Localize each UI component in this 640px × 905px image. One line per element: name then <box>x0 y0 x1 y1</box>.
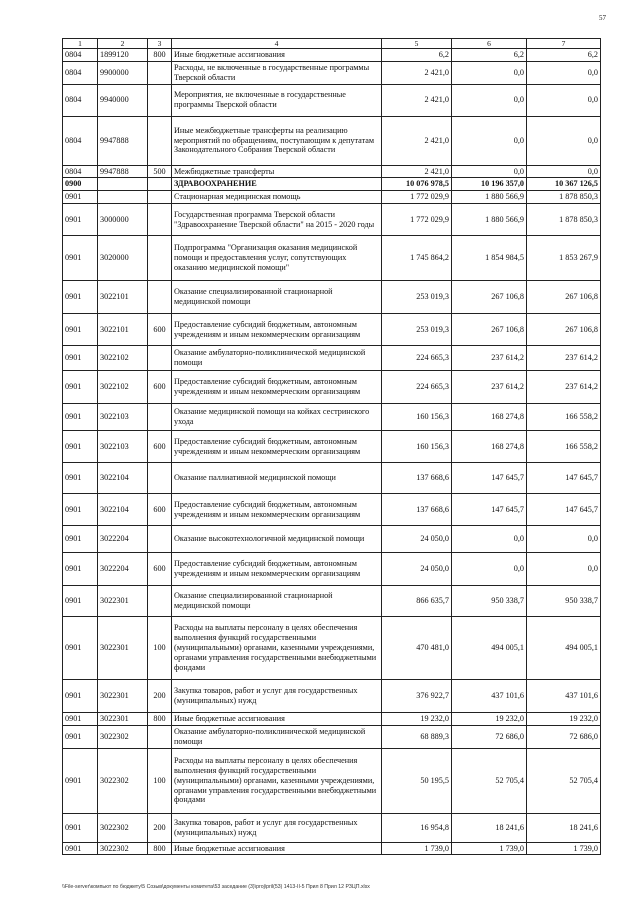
amount-2015-cell: 1 739,0 <box>382 842 452 855</box>
target-code-cell: 3022301 <box>98 713 148 726</box>
header-cell: 5 <box>382 39 452 49</box>
header-cell: 4 <box>172 39 382 49</box>
target-code-cell: 3022302 <box>98 748 148 813</box>
expense-type-cell <box>148 84 172 116</box>
section-code-cell: 0901 <box>63 191 98 204</box>
target-code-cell: 3022103 <box>98 431 148 463</box>
amount-2015-cell: 137 668,6 <box>382 463 452 494</box>
amount-2017-cell: 1 853 267,9 <box>527 236 601 281</box>
table-row <box>63 314 601 346</box>
target-code-cell: 3022302 <box>98 725 148 748</box>
amount-2017-cell: 1 739,0 <box>527 842 601 855</box>
section-code-cell: 0901 <box>63 586 98 617</box>
table-row <box>63 178 601 191</box>
target-code-cell: 3022102 <box>98 346 148 371</box>
table-row <box>63 553 601 586</box>
amount-2015-cell: 470 481,0 <box>382 617 452 680</box>
amount-2015-cell: 224 665,3 <box>382 371 452 404</box>
header-cell: 1 <box>63 39 98 49</box>
amount-2015-cell: 137 668,6 <box>382 494 452 526</box>
amount-2017-cell: 267 106,8 <box>527 314 601 346</box>
amount-2016-cell: 494 005,1 <box>452 617 527 680</box>
expense-type-cell: 600 <box>148 553 172 586</box>
table-row <box>63 680 601 713</box>
description-cell: Предоставление субсидий бюджетным, автономным учреждениям и иным некоммерческим организациям <box>172 431 382 463</box>
table-row <box>63 49 601 62</box>
target-code-cell: 3022204 <box>98 526 148 553</box>
description-cell: Иные бюджетные ассигнования <box>172 842 382 855</box>
target-code-cell: 3022104 <box>98 494 148 526</box>
target-code-cell: 3022104 <box>98 463 148 494</box>
amount-2016-cell: 168 274,8 <box>452 404 527 431</box>
amount-2016-cell: 0,0 <box>452 116 527 165</box>
amount-2017-cell: 72 686,0 <box>527 725 601 748</box>
description-cell: Оказание медицинской помощи на койках сестринского ухода <box>172 404 382 431</box>
target-code-cell: 9940000 <box>98 84 148 116</box>
section-code-cell: 0804 <box>63 84 98 116</box>
amount-2016-cell: 0,0 <box>452 84 527 116</box>
section-code-cell: 0901 <box>63 314 98 346</box>
description-cell: ЗДРАВООХРАНЕНИЕ <box>172 178 382 191</box>
expense-type-cell <box>148 236 172 281</box>
section-code-cell: 0901 <box>63 680 98 713</box>
amount-2017-cell: 166 558,2 <box>527 431 601 463</box>
section-code-cell: 0901 <box>63 281 98 314</box>
amount-2015-cell: 1 745 864,2 <box>382 236 452 281</box>
expense-type-cell: 600 <box>148 371 172 404</box>
expense-type-cell: 600 <box>148 494 172 526</box>
amount-2016-cell: 0,0 <box>452 61 527 84</box>
amount-2017-cell: 237 614,2 <box>527 346 601 371</box>
description-cell: Оказание амбулаторно-поликлинической медицинской помощи <box>172 346 382 371</box>
description-cell: Подпрограмма "Организация оказания медицинской помощи и предоставления услуг, сопутствующих оказанию медицинской помощи" <box>172 236 382 281</box>
expense-type-cell <box>148 204 172 236</box>
amount-2017-cell: 267 106,8 <box>527 281 601 314</box>
target-code-cell: 3020000 <box>98 236 148 281</box>
expense-type-cell: 100 <box>148 748 172 813</box>
target-code-cell: 3022204 <box>98 553 148 586</box>
amount-2015-cell: 160 156,3 <box>382 404 452 431</box>
expense-type-cell <box>148 586 172 617</box>
table-row <box>63 61 601 84</box>
table-row <box>63 586 601 617</box>
amount-2015-cell: 253 019,3 <box>382 314 452 346</box>
table-row <box>63 236 601 281</box>
file-path-footer: \\File-server\компьют по бюджету\5 Созыв\документы комитета\53 заседание (3)\proj\pril(53) 1413-II-5 Прил 8 Прил 12 РЗЦП.xlsx <box>62 884 370 890</box>
section-code-cell: 0901 <box>63 842 98 855</box>
amount-2016-cell: 267 106,8 <box>452 281 527 314</box>
amount-2017-cell: 437 101,6 <box>527 680 601 713</box>
description-cell: Мероприятия, не включенные в государственные программы Тверской области <box>172 84 382 116</box>
section-code-cell: 0901 <box>63 617 98 680</box>
amount-2015-cell: 2 421,0 <box>382 61 452 84</box>
amount-2016-cell: 6,2 <box>452 49 527 62</box>
amount-2017-cell: 0,0 <box>527 116 601 165</box>
amount-2017-cell: 147 645,7 <box>527 463 601 494</box>
amount-2015-cell: 10 076 978,5 <box>382 178 452 191</box>
expense-type-cell: 800 <box>148 49 172 62</box>
expense-type-cell <box>148 191 172 204</box>
description-cell: Иные бюджетные ассигнования <box>172 713 382 726</box>
section-code-cell: 0901 <box>63 236 98 281</box>
amount-2016-cell: 0,0 <box>452 165 527 178</box>
section-code-cell: 0900 <box>63 178 98 191</box>
amount-2016-cell: 147 645,7 <box>452 494 527 526</box>
amount-2015-cell: 2 421,0 <box>382 84 452 116</box>
amount-2016-cell: 437 101,6 <box>452 680 527 713</box>
table-row <box>63 526 601 553</box>
amount-2017-cell: 950 338,7 <box>527 586 601 617</box>
table-row <box>63 494 601 526</box>
expense-type-cell <box>148 61 172 84</box>
amount-2016-cell: 1 854 984,5 <box>452 236 527 281</box>
section-code-cell: 0804 <box>63 165 98 178</box>
header-cell: 3 <box>148 39 172 49</box>
table-row <box>63 813 601 842</box>
amount-2015-cell: 68 889,3 <box>382 725 452 748</box>
expense-type-cell <box>148 463 172 494</box>
expense-type-cell: 600 <box>148 431 172 463</box>
table-header-row <box>63 39 601 49</box>
table-row <box>63 84 601 116</box>
target-code-cell <box>98 191 148 204</box>
budget-table <box>62 38 601 855</box>
target-code-cell: 3022101 <box>98 314 148 346</box>
expense-type-cell <box>148 526 172 553</box>
target-code-cell: 9900000 <box>98 61 148 84</box>
section-code-cell: 0901 <box>63 526 98 553</box>
header-cell: 2 <box>98 39 148 49</box>
expense-type-cell: 800 <box>148 842 172 855</box>
table-row <box>63 191 601 204</box>
target-code-cell: 3022101 <box>98 281 148 314</box>
expense-type-cell: 200 <box>148 680 172 713</box>
amount-2016-cell: 0,0 <box>452 526 527 553</box>
amount-2017-cell: 494 005,1 <box>527 617 601 680</box>
amount-2017-cell: 18 241,6 <box>527 813 601 842</box>
amount-2015-cell: 16 954,8 <box>382 813 452 842</box>
description-cell: Оказание специализированной стационарной медицинской помощи <box>172 281 382 314</box>
description-cell: Иные межбюджетные трансферты на реализацию мероприятий по обращениям, поступающим к депутатам Законодательного Собрания Тверской области <box>172 116 382 165</box>
amount-2015-cell: 253 019,3 <box>382 281 452 314</box>
section-code-cell: 0804 <box>63 116 98 165</box>
description-cell: Оказание амбулаторно-поликлинической медицинской помощи <box>172 725 382 748</box>
amount-2015-cell: 376 922,7 <box>382 680 452 713</box>
table-row <box>63 346 601 371</box>
amount-2016-cell: 237 614,2 <box>452 346 527 371</box>
target-code-cell: 9947888 <box>98 116 148 165</box>
expense-type-cell <box>148 346 172 371</box>
table-row <box>63 617 601 680</box>
section-code-cell: 0901 <box>63 463 98 494</box>
amount-2015-cell: 6,2 <box>382 49 452 62</box>
amount-2016-cell: 0,0 <box>452 553 527 586</box>
amount-2015-cell: 1 772 029,9 <box>382 204 452 236</box>
amount-2016-cell: 950 338,7 <box>452 586 527 617</box>
table-row <box>63 281 601 314</box>
target-code-cell: 1899120 <box>98 49 148 62</box>
section-code-cell: 0901 <box>63 813 98 842</box>
section-code-cell: 0804 <box>63 49 98 62</box>
amount-2016-cell: 168 274,8 <box>452 431 527 463</box>
amount-2015-cell: 50 195,5 <box>382 748 452 813</box>
amount-2017-cell: 0,0 <box>527 553 601 586</box>
amount-2017-cell: 10 367 126,5 <box>527 178 601 191</box>
amount-2017-cell: 19 232,0 <box>527 713 601 726</box>
target-code-cell: 3022301 <box>98 680 148 713</box>
expense-type-cell: 100 <box>148 617 172 680</box>
section-code-cell: 0901 <box>63 713 98 726</box>
description-cell: Предоставление субсидий бюджетным, автономным учреждениям и иным некоммерческим организациям <box>172 494 382 526</box>
description-cell: Межбюджетные трансферты <box>172 165 382 178</box>
amount-2015-cell: 19 232,0 <box>382 713 452 726</box>
expense-type-cell: 600 <box>148 314 172 346</box>
target-code-cell: 3022301 <box>98 617 148 680</box>
amount-2015-cell: 224 665,3 <box>382 346 452 371</box>
description-cell: Стационарная медицинская помощь <box>172 191 382 204</box>
amount-2017-cell: 0,0 <box>527 526 601 553</box>
amount-2017-cell: 1 878 850,3 <box>527 204 601 236</box>
amount-2016-cell: 72 686,0 <box>452 725 527 748</box>
amount-2017-cell: 237 614,2 <box>527 371 601 404</box>
amount-2016-cell: 147 645,7 <box>452 463 527 494</box>
expense-type-cell <box>148 178 172 191</box>
amount-2015-cell: 2 421,0 <box>382 116 452 165</box>
description-cell: Расходы, не включенные в государственные программы Тверской области <box>172 61 382 84</box>
table-row <box>63 371 601 404</box>
table-row <box>63 748 601 813</box>
description-cell: Предоставление субсидий бюджетным, автономным учреждениям и иным некоммерческим организациям <box>172 314 382 346</box>
table-row <box>63 463 601 494</box>
table-row <box>63 725 601 748</box>
expense-type-cell <box>148 725 172 748</box>
target-code-cell: 3022302 <box>98 842 148 855</box>
description-cell: Иные бюджетные ассигнования <box>172 49 382 62</box>
section-code-cell: 0901 <box>63 431 98 463</box>
header-cell: 6 <box>452 39 527 49</box>
table-row <box>63 165 601 178</box>
table-row <box>63 842 601 855</box>
amount-2016-cell: 237 614,2 <box>452 371 527 404</box>
target-code-cell: 3022103 <box>98 404 148 431</box>
table-row <box>63 713 601 726</box>
amount-2016-cell: 18 241,6 <box>452 813 527 842</box>
expense-type-cell <box>148 116 172 165</box>
amount-2017-cell: 0,0 <box>527 84 601 116</box>
section-code-cell: 0901 <box>63 553 98 586</box>
amount-2015-cell: 1 772 029,9 <box>382 191 452 204</box>
description-cell: Расходы на выплаты персоналу в целях обеспечения выполнения функций государственными (муниципальными) органами, казенными учреждениями, органами управления государственными внебюджетными фондами <box>172 748 382 813</box>
amount-2017-cell: 166 558,2 <box>527 404 601 431</box>
section-code-cell: 0901 <box>63 404 98 431</box>
amount-2017-cell: 52 705,4 <box>527 748 601 813</box>
target-code-cell <box>98 178 148 191</box>
description-cell: Закупка товаров, работ и услуг для государственных (муниципальных) нужд <box>172 680 382 713</box>
amount-2017-cell: 0,0 <box>527 165 601 178</box>
section-code-cell: 0901 <box>63 725 98 748</box>
amount-2015-cell: 24 050,0 <box>382 526 452 553</box>
table-row <box>63 204 601 236</box>
expense-type-cell <box>148 281 172 314</box>
description-cell: Предоставление субсидий бюджетным, автономным учреждениям и иным некоммерческим организациям <box>172 553 382 586</box>
table-row <box>63 404 601 431</box>
description-cell: Расходы на выплаты персоналу в целях обеспечения выполнения функций государственными (муниципальными) органами, казенными учреждениями, органами управления государственными внебюджетными фондами <box>172 617 382 680</box>
section-code-cell: 0901 <box>63 494 98 526</box>
amount-2015-cell: 24 050,0 <box>382 553 452 586</box>
amount-2016-cell: 19 232,0 <box>452 713 527 726</box>
amount-2016-cell: 10 196 357,0 <box>452 178 527 191</box>
section-code-cell: 0901 <box>63 748 98 813</box>
amount-2016-cell: 52 705,4 <box>452 748 527 813</box>
amount-2015-cell: 2 421,0 <box>382 165 452 178</box>
amount-2015-cell: 160 156,3 <box>382 431 452 463</box>
page-number: 57 <box>599 14 606 22</box>
section-code-cell: 0901 <box>63 204 98 236</box>
description-cell: Оказание специализированной стационарной медицинской помощи <box>172 586 382 617</box>
amount-2015-cell: 866 635,7 <box>382 586 452 617</box>
section-code-cell: 0901 <box>63 371 98 404</box>
expense-type-cell: 200 <box>148 813 172 842</box>
section-code-cell: 0901 <box>63 346 98 371</box>
amount-2017-cell: 0,0 <box>527 61 601 84</box>
table-row <box>63 116 601 165</box>
description-cell: Оказание высокотехнологичной медицинской помощи <box>172 526 382 553</box>
table-row <box>63 431 601 463</box>
amount-2016-cell: 267 106,8 <box>452 314 527 346</box>
amount-2016-cell: 1 880 566,9 <box>452 191 527 204</box>
description-cell: Государственная программа Тверской области "Здравоохранение Тверской области" на 2015 - 2020 годы <box>172 204 382 236</box>
amount-2017-cell: 1 878 850,3 <box>527 191 601 204</box>
target-code-cell: 3022301 <box>98 586 148 617</box>
amount-2017-cell: 147 645,7 <box>527 494 601 526</box>
expense-type-cell: 500 <box>148 165 172 178</box>
description-cell: Предоставление субсидий бюджетным, автономным учреждениям и иным некоммерческим организациям <box>172 371 382 404</box>
target-code-cell: 3022302 <box>98 813 148 842</box>
expense-type-cell: 800 <box>148 713 172 726</box>
target-code-cell: 3000000 <box>98 204 148 236</box>
section-code-cell: 0804 <box>63 61 98 84</box>
amount-2016-cell: 1 880 566,9 <box>452 204 527 236</box>
description-cell: Закупка товаров, работ и услуг для государственных (муниципальных) нужд <box>172 813 382 842</box>
description-cell: Оказание паллиативной медицинской помощи <box>172 463 382 494</box>
target-code-cell: 9947888 <box>98 165 148 178</box>
amount-2017-cell: 6,2 <box>527 49 601 62</box>
amount-2016-cell: 1 739,0 <box>452 842 527 855</box>
target-code-cell: 3022102 <box>98 371 148 404</box>
header-cell: 7 <box>527 39 601 49</box>
expense-type-cell <box>148 404 172 431</box>
